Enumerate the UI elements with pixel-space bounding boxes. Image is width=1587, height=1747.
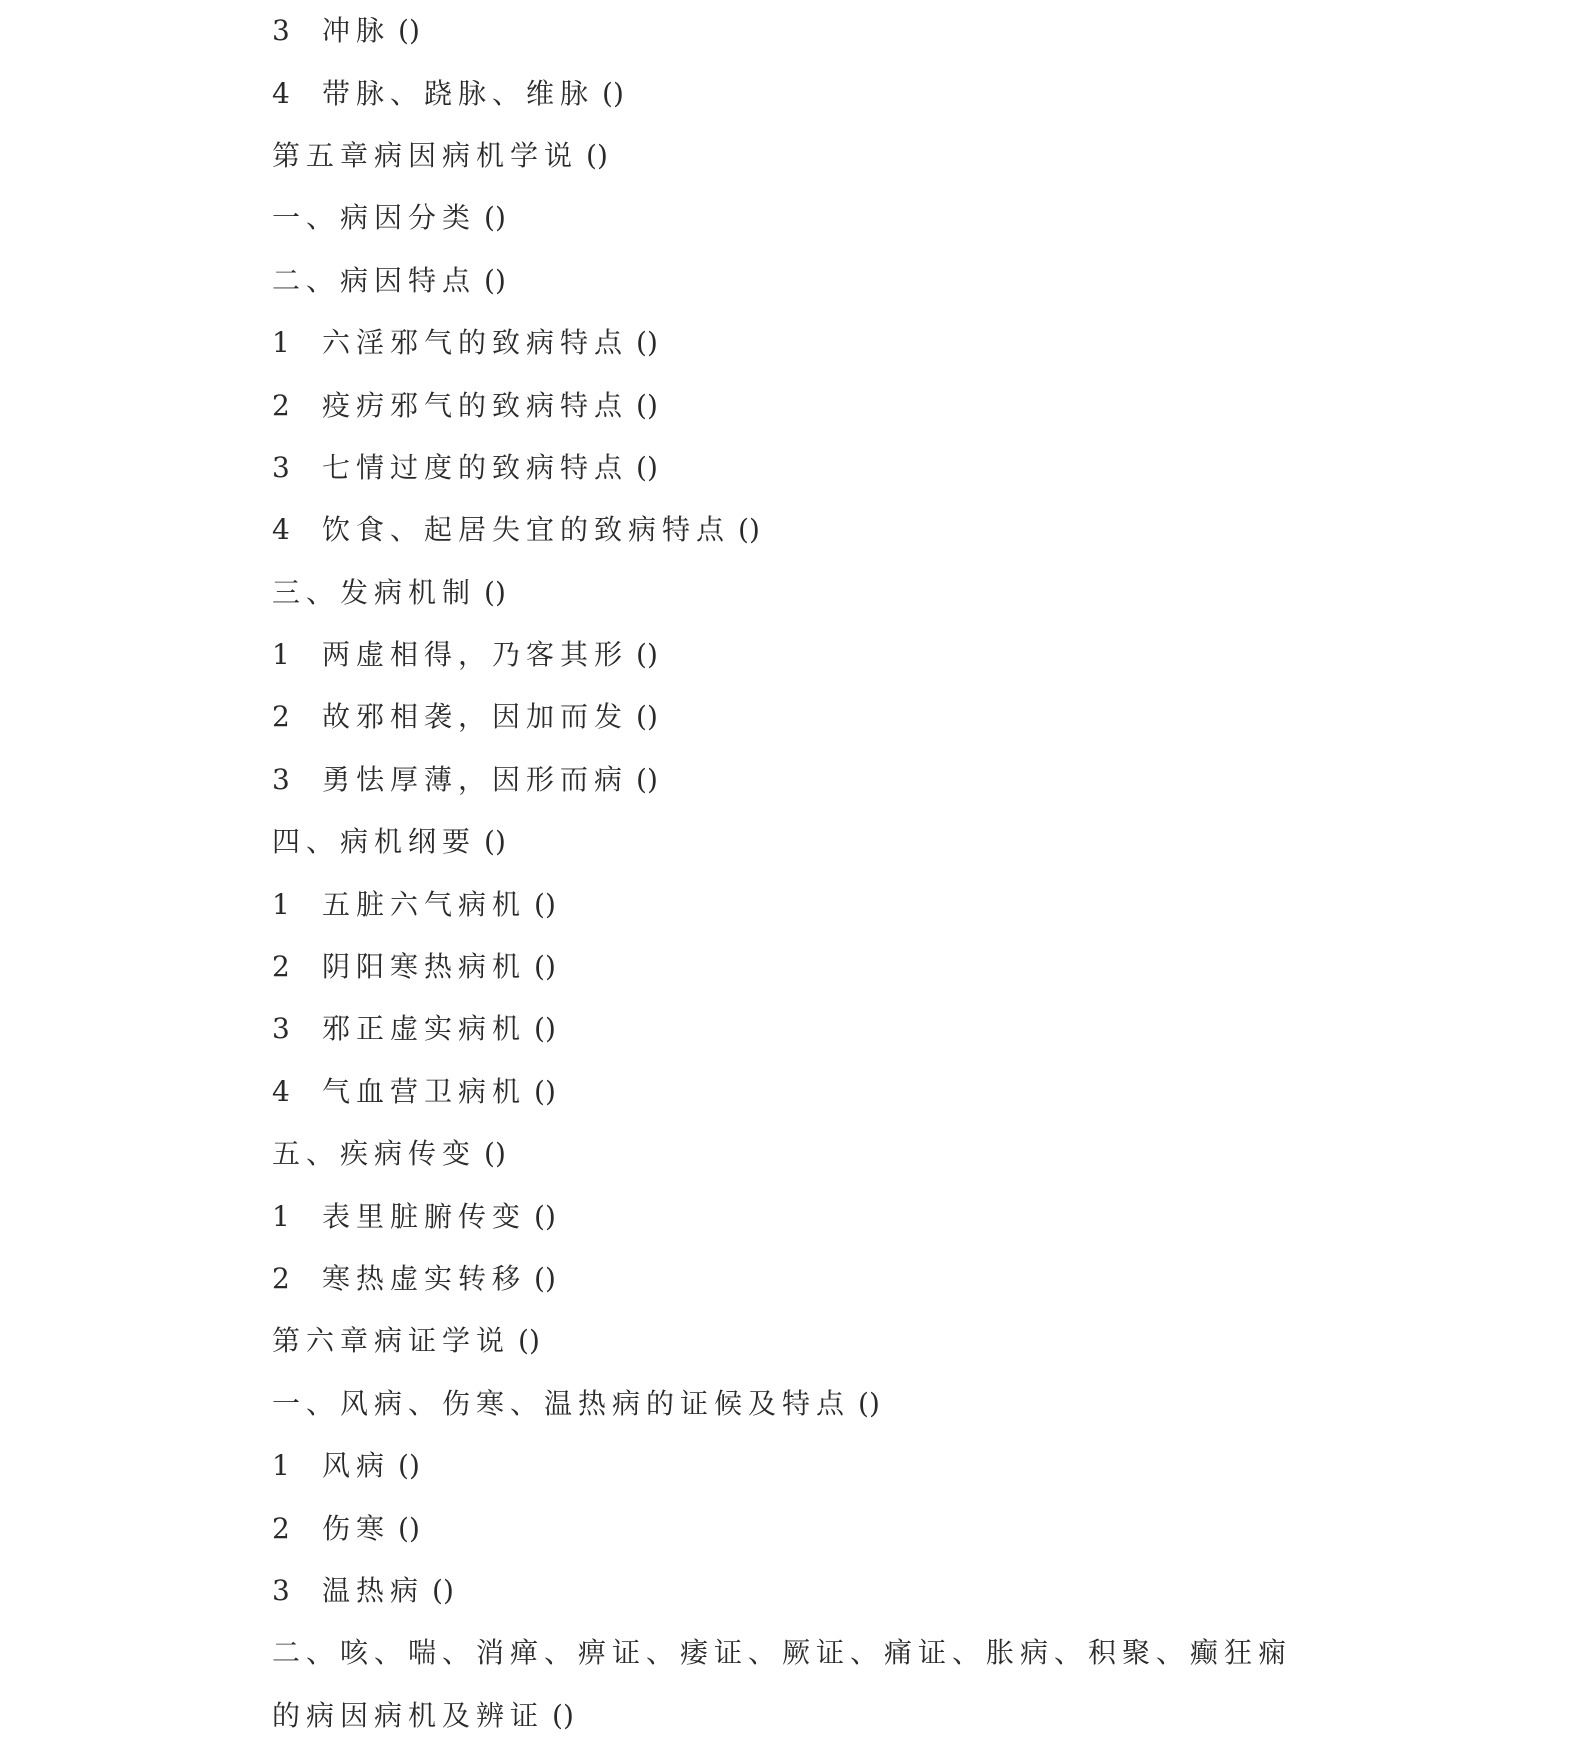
toc-entry xyxy=(272,499,1372,561)
toc-entry-number: 2 xyxy=(272,1262,290,1295)
toc-entry-page: () xyxy=(602,76,624,110)
toc-entry-title: 二、咳、喘、消瘅、痹证、痿证、厥证、痛证、胀病、积聚、癫狂痫 xyxy=(272,1636,1293,1670)
toc-entry-title: 表里脏腑传变 xyxy=(322,1199,527,1233)
toc-entry-number: 3 xyxy=(272,450,290,484)
toc-entry-page: () xyxy=(534,1012,556,1046)
toc-entry-title: 伤寒 xyxy=(322,1511,391,1545)
toc-entry-page: () xyxy=(552,1698,574,1732)
toc-entry-number: 1 xyxy=(272,326,290,360)
toc-entry xyxy=(272,1685,1372,1747)
toc-entry xyxy=(272,1123,1372,1185)
toc-entry-title: 一、病因分类 xyxy=(272,201,477,235)
toc-entry-page: () xyxy=(484,825,506,859)
toc-entry-page: () xyxy=(534,887,556,921)
toc-entry-title: 五、疾病传变 xyxy=(272,1137,477,1171)
toc-entry-number: 3 xyxy=(272,14,290,48)
toc-entry xyxy=(272,250,1372,312)
toc-entry xyxy=(272,125,1372,187)
toc-entry xyxy=(272,1560,1372,1622)
toc-entry-page: () xyxy=(534,1262,556,1295)
toc-entry-number: 3 xyxy=(272,1573,290,1607)
toc-entry-page: () xyxy=(484,1137,506,1171)
toc-entry-title: 疫疠邪气的致病特点 xyxy=(322,388,629,422)
toc-entry-page: () xyxy=(636,762,658,796)
toc-entry-number: 4 xyxy=(272,76,290,110)
toc-entry xyxy=(272,187,1372,249)
toc-entry-page: () xyxy=(484,575,506,609)
toc-entry-title: 六淫邪气的致病特点 xyxy=(322,326,629,360)
toc-entry-page: () xyxy=(484,201,506,235)
toc-entry-page: () xyxy=(636,700,658,734)
toc-entry-number: 2 xyxy=(272,950,290,984)
toc-entry-number: 4 xyxy=(272,1074,290,1108)
toc-entry-page: () xyxy=(398,1511,420,1545)
toc-entry-title: 寒热虚实转移 xyxy=(322,1262,527,1295)
toc-entry-title: 两虚相得，乃客其形 xyxy=(322,638,629,672)
toc-entry xyxy=(272,562,1372,624)
toc-entry-title: 一、风病、伤寒、温热病的证候及特点 xyxy=(272,1386,851,1420)
toc-entry-page: () xyxy=(636,326,658,360)
toc-entry-page: () xyxy=(534,1199,556,1233)
toc-entry xyxy=(272,374,1372,436)
toc-entry-page: () xyxy=(586,138,608,172)
toc-entry xyxy=(272,1061,1372,1123)
toc-entry-title: 第六章病证学说 xyxy=(272,1324,511,1358)
toc-entry-page: () xyxy=(398,14,420,48)
toc-entry xyxy=(272,1373,1372,1435)
toc-entry-page: () xyxy=(738,513,760,547)
toc-entry-title: 饮食、起居失宜的致病特点 xyxy=(322,513,731,547)
toc-entry-title: 五脏六气病机 xyxy=(322,887,527,921)
toc-entry xyxy=(272,1435,1372,1497)
toc-entry-title: 第五章病因病机学说 xyxy=(272,138,579,172)
table-of-contents xyxy=(272,0,1372,1747)
toc-entry-title: 故邪相袭，因加而发 xyxy=(322,700,629,734)
toc-entry-title: 七情过度的致病特点 xyxy=(322,450,629,484)
toc-entry xyxy=(272,1497,1372,1559)
toc-entry-title: 的病因病机及辨证 xyxy=(272,1698,545,1732)
toc-entry xyxy=(272,624,1372,686)
toc-entry xyxy=(272,312,1372,374)
toc-entry-page: () xyxy=(636,450,658,484)
toc-entry xyxy=(272,873,1372,935)
toc-entry xyxy=(272,437,1372,499)
toc-entry-page: () xyxy=(858,1386,880,1420)
toc-entry-title: 带脉、跷脉、维脉 xyxy=(322,76,595,110)
toc-entry xyxy=(272,936,1372,998)
toc-entry-title: 风病 xyxy=(322,1449,391,1483)
toc-entry-title: 二、病因特点 xyxy=(272,263,477,297)
toc-entry xyxy=(272,0,1372,62)
toc-entry-number: 1 xyxy=(272,638,290,672)
toc-entry-page: () xyxy=(534,1074,556,1108)
toc-entry xyxy=(272,998,1372,1060)
toc-entry-number: 2 xyxy=(272,388,290,422)
toc-entry-page: () xyxy=(636,638,658,672)
toc-entry xyxy=(272,749,1372,811)
toc-entry xyxy=(272,686,1372,748)
toc-entry-title: 邪正虚实病机 xyxy=(322,1012,527,1046)
toc-entry-number: 3 xyxy=(272,1012,290,1046)
toc-entry-title: 阴阳寒热病机 xyxy=(322,950,527,984)
toc-entry-title: 气血营卫病机 xyxy=(322,1074,527,1108)
toc-entry-page: () xyxy=(398,1449,420,1483)
toc-entry xyxy=(272,62,1372,124)
toc-entry-number: 1 xyxy=(272,1449,290,1483)
toc-entry xyxy=(272,811,1372,873)
toc-entry-number: 4 xyxy=(272,513,290,547)
toc-entry xyxy=(272,1185,1372,1247)
toc-entry-title: 温热病 xyxy=(322,1573,425,1607)
toc-entry-number: 1 xyxy=(272,1199,290,1233)
toc-entry-number: 2 xyxy=(272,700,290,734)
toc-entry-number: 1 xyxy=(272,887,290,921)
toc-entry xyxy=(272,1622,1372,1684)
toc-entry-title: 冲脉 xyxy=(322,14,391,48)
toc-entry-page: () xyxy=(432,1573,454,1607)
toc-entry-title: 勇怯厚薄，因形而病 xyxy=(322,762,629,796)
toc-entry-page: () xyxy=(484,263,506,297)
toc-entry-page: () xyxy=(534,950,556,984)
toc-entry-number: 2 xyxy=(272,1511,290,1545)
toc-entry-page: () xyxy=(518,1324,540,1358)
toc-entry-number: 3 xyxy=(272,762,290,796)
toc-entry-page: () xyxy=(636,388,658,422)
toc-entry xyxy=(272,1310,1372,1372)
toc-entry xyxy=(272,1248,1372,1310)
toc-entry-title: 三、发病机制 xyxy=(272,575,477,609)
toc-entry-title: 四、病机纲要 xyxy=(272,825,477,859)
